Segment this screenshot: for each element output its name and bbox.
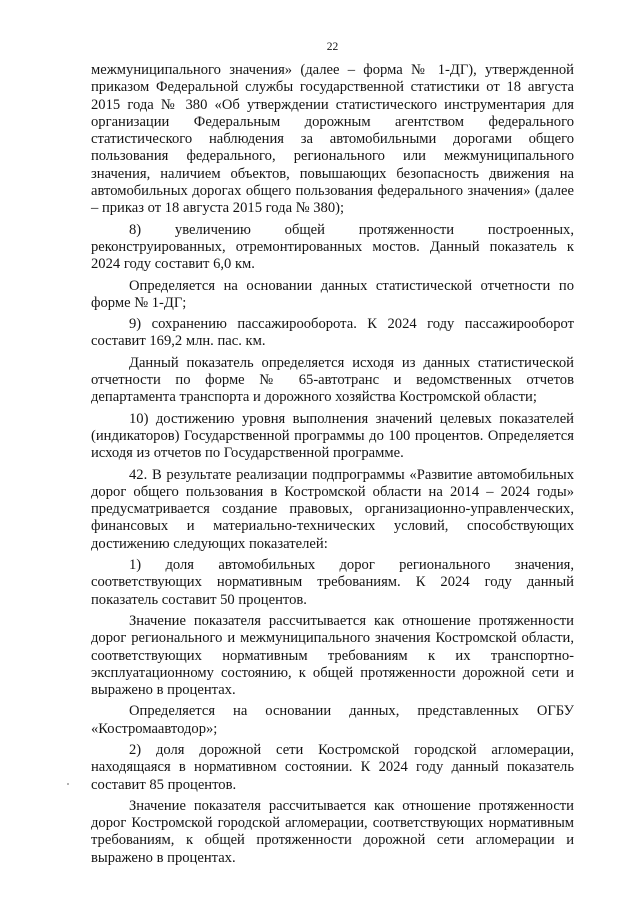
paragraph: 9) сохранению пассажирооборота. К 2024 году пассажирооборот составит 169,2 млн. пас. км. [91, 316, 574, 350]
paragraph: Определяется на основании данных, представленных ОГБУ «Костромаавтодор»; [91, 703, 574, 737]
paragraph: Значение показателя рассчитывается как отношение протяженности дорог регионального и межмуниципального значения Костромской области, соответствующих нормативным требованиям к их транспортно-эксплуатационному состоянию, к общей протяженности дорожной сети и выражено в процентах. [91, 612, 574, 699]
page-number: 22 [326, 41, 339, 53]
paragraph: 10) достижению уровня выполнения значений целевых показателей (индикаторов) Государственной программы до 100 процентов. Определяется исходя из отчетов по Государственной программе. [91, 410, 574, 462]
scan-speck [67, 783, 69, 785]
paragraph: 1) доля автомобильных дорог регионального значения, соответствующих нормативным требованиям. К 2024 году данный показатель составит 50 процентов. [91, 557, 574, 608]
document-body [91, 62, 574, 867]
paragraph: Данный показатель определяется исходя из данных статистической отчетности по форме № 65-автотранс и ведомственных отчетов департамента транспорта и дорожного хозяйства Костромской области; [91, 354, 574, 406]
paragraph: межмуниципального значения» (далее – форма № 1-ДГ), утвержденной приказом Федеральной службы государственной статистики от 18 августа 2015 года № 380 «Об утверждении статистического инструментария для организации Федеральным дорожным агентством федерального статистического наблюдения за автомобильными дорогами общего пользования федерального, регионального или межмуниципального значения, наличием объектов, повышающих безопасность движения на автомобильных дорогах общего пользования федерального значения» (далее – приказ от 18 августа 2015 года № 380); [91, 62, 574, 217]
paragraph: 42. В результате реализации подпрограммы «Развитие автомобильных дорог общего пользования в Костромской области на 2014 – 2024 годы» предусматривается создание правовых, организационно-управленческих, финансовых и материально-технических условий, способствующих достижению следующих показателей: [91, 466, 574, 552]
paragraph: 8) увеличению общей протяженности построенных, реконструированных, отремонтированных мостов. Данный показатель к 2024 году составит 6,0 км. [91, 221, 574, 273]
paragraph: Определяется на основании данных статистической отчетности по форме № 1-ДГ; [91, 277, 574, 311]
paragraph: 2) доля дорожной сети Костромской городской агломерации, находящаяся в нормативном состоянии. К 2024 году данный показатель составит 85 процентов. [91, 741, 574, 793]
paragraph: Значение показателя рассчитывается как отношение протяженности дорог Костромской городской агломерации, соответствующих нормативным требованиям, к общей протяженности дорожной сети агломерации и выражено в процентах. [91, 797, 574, 866]
